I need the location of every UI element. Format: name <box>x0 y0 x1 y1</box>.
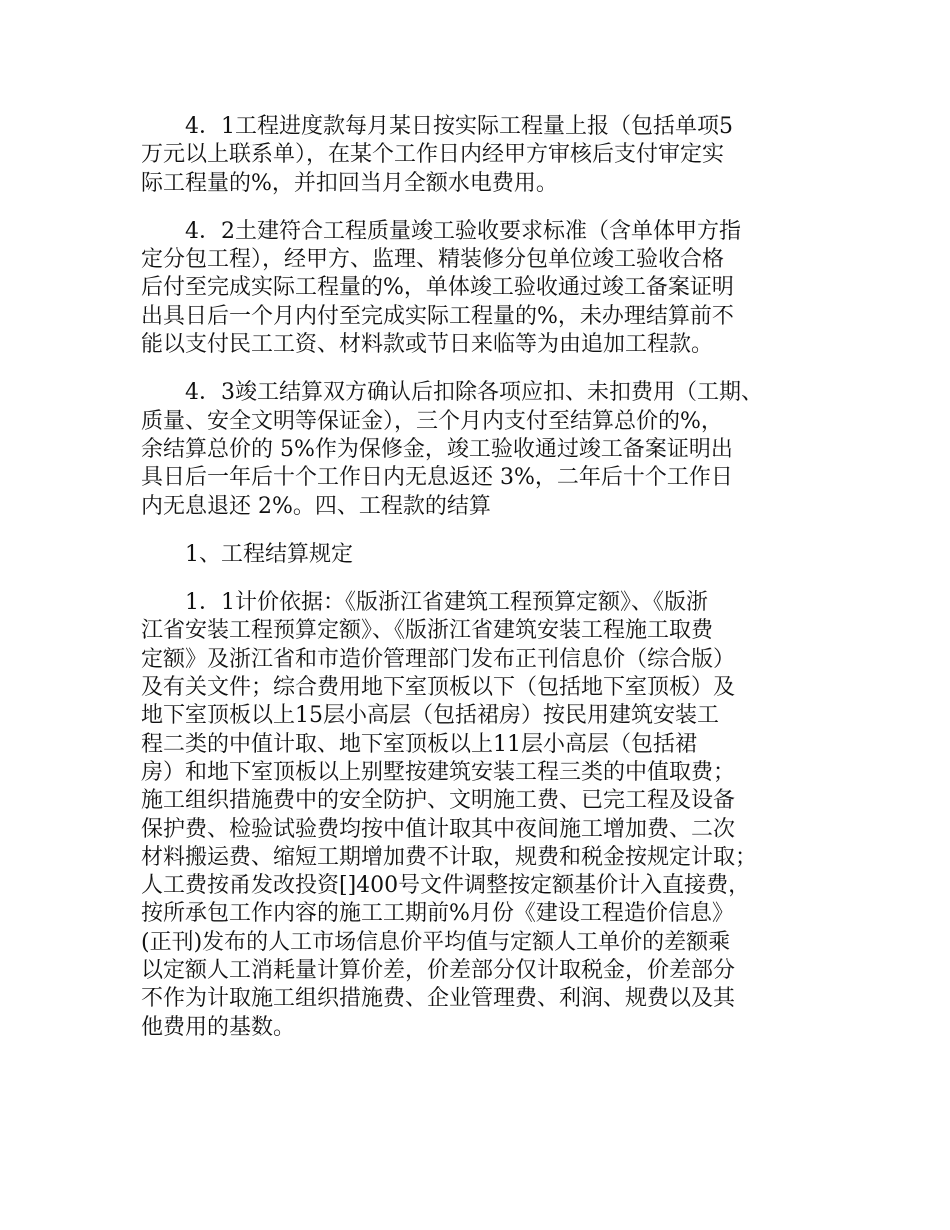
paragraph-4-2 <box>141 218 821 359</box>
text-line: 房）和地下室顶板以上别墅按建筑安装工程三类的中值取费； <box>141 759 736 785</box>
text-line: 万元以上联系单），在某个工作日内经甲方审核后支付审定实 <box>141 142 725 168</box>
text-line: 后付至完成实际工程量的%，单体竣工验收通过竣工备案证明 <box>141 275 734 301</box>
text-line: 保护费、检验试验费均按中值计取其中夜间施工增加费、二次 <box>141 816 736 842</box>
text-line: 1．1计价依据：《版浙江省建筑工程预算定额》、《版浙 <box>185 590 708 616</box>
text-line: 江省安装工程预算定额》、《版浙江省建筑安装工程施工取费 <box>141 618 714 644</box>
text-line: 余结算总价的 5%作为保修金，竣工验收通过竣工备案证明出 <box>141 436 733 462</box>
text-line: 施工组织措施费中的安全防护、文明施工费、已完工程及设备 <box>141 788 736 814</box>
text-line: 质量、安全文明等保证金），三个月内支付至结算总价的%， <box>141 408 723 434</box>
paragraph-4-3 <box>141 379 821 520</box>
section-heading: 1、工程结算规定 <box>185 541 353 567</box>
section-heading-settlement-rules <box>141 541 821 569</box>
text-line: 他费用的基数。 <box>141 1014 296 1040</box>
text-line: 按所承包工作内容的施工工期前%月份《建设工程造价信息》 <box>141 901 734 927</box>
text-line: 不作为计取施工组织措施费、企业管理费、利润、规费以及其 <box>141 986 736 1012</box>
text-line: 定分包工程），经甲方、监理、精装修分包单位竣工验收合格 <box>141 247 725 273</box>
text-line: 以定额人工消耗量计算价差，价差部分仅计取税金，价差部分 <box>141 958 736 984</box>
text-line: 4．3竣工结算双方确认后扣除各项应扣、未扣费用（工期、 <box>185 380 763 406</box>
text-line: 际工程量的%，并扣回当月全额水电费用。 <box>141 170 558 196</box>
text-line: 及有关文件；综合费用地下室顶板以下（包括地下室顶板）及 <box>141 675 736 701</box>
text-line: 出具日后一个月内付至完成实际工程量的%，未办理结算前不 <box>141 303 734 329</box>
text-line: 能以支付民工工资、材料款或节日来临等为由追加工程款。 <box>141 332 714 358</box>
text-line: (正刊)发布的人工市场信息价平均值与定额人工单价的差额乘 <box>141 929 731 955</box>
text-line: 材料搬运费、缩短工期增加费不计取，规费和税金按规定计取； <box>141 844 758 870</box>
text-line: 内无息退还 2%。四、工程款的结算 <box>141 493 491 519</box>
paragraph-1-1 <box>141 589 821 1042</box>
text-line: 具日后一年后十个工作日内无息返还 3%，二年后十个工作日 <box>141 465 733 491</box>
paragraph-4-1 <box>141 113 821 198</box>
text-line: 程二类的中值计取、地下室顶板以上11层小高层（包括裙 <box>141 731 697 757</box>
text-line: 定额》及浙江省和市造价管理部门发布正刊信息价（综合版） <box>141 646 736 672</box>
text-line: 人工费按甬发改投资[]400号文件调整按定额基价计入直接费， <box>141 873 751 899</box>
text-line: 4．1工程进度款每月某日按实际工程量上报（包括单项5 <box>185 114 733 139</box>
text-line: 4．2土建符合工程质量竣工验收要求标准（含单体甲方指 <box>185 218 741 244</box>
document-page <box>141 113 821 1062</box>
text-line: 地下室顶板以上15层小高层（包括裙房）按民用建筑安装工 <box>141 703 719 729</box>
